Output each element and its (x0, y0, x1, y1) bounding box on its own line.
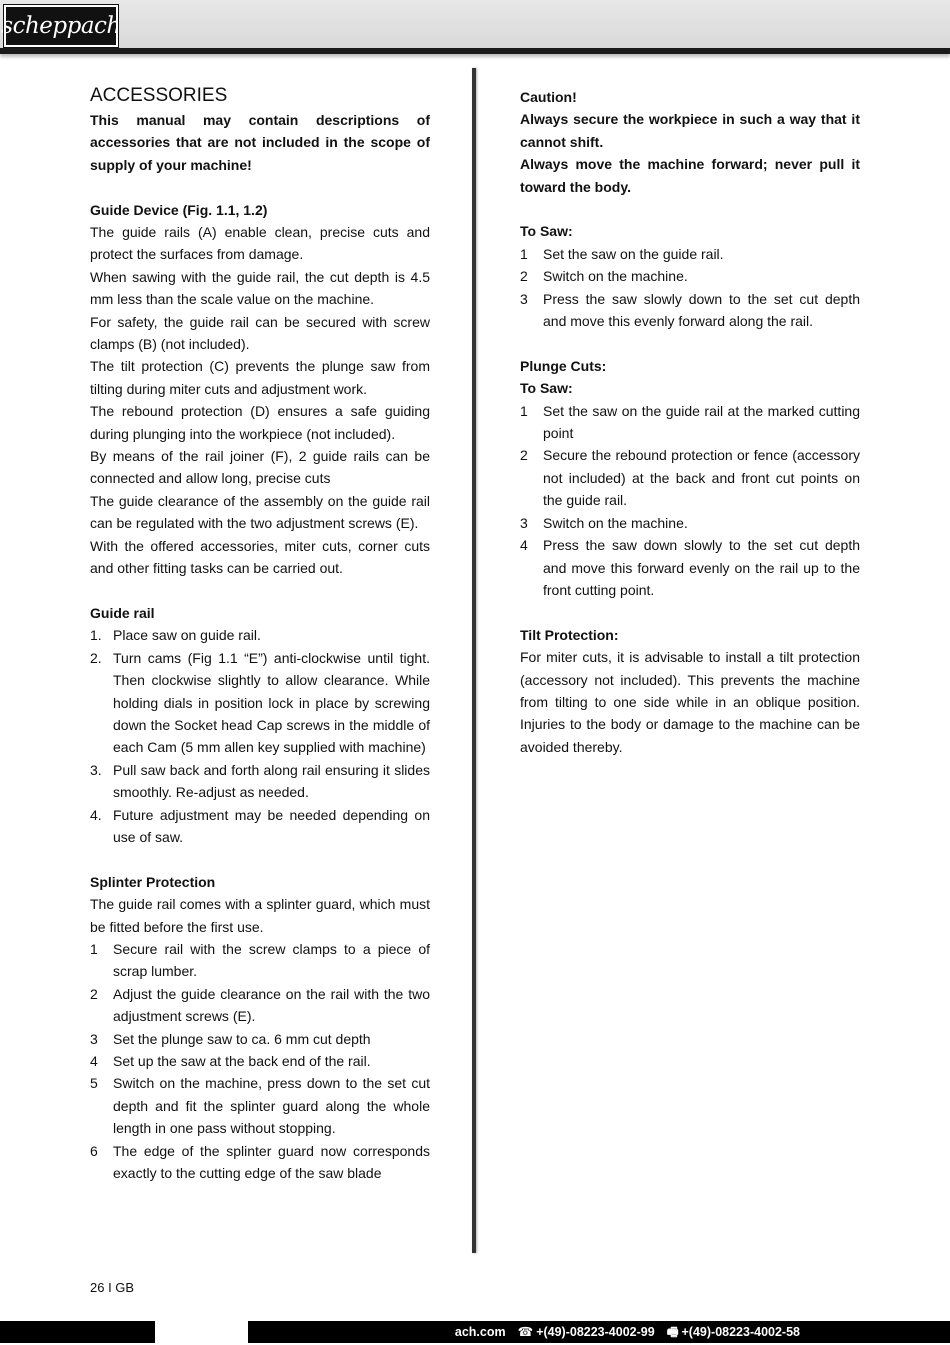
footer-fax (667, 1321, 800, 1343)
list-item (90, 1028, 430, 1050)
list-item (520, 243, 860, 265)
splinter-protection-heading: Splinter Protection (90, 873, 216, 890)
list-item-text: Press the saw slowly down to the set cut depth and move this evenly forward along the rail. (543, 290, 860, 330)
list-item (90, 759, 430, 804)
guide-device-paragraph: The guide rails (A) enable clean, precise cuts and protect the surfaces from damage. (90, 224, 430, 263)
list-item (520, 512, 860, 534)
tilt-protection-text: For miter cuts, it is advisable to install a tilt protection (accessory not included). This prevents the machine from tilting to one side while in an oblique position. Injuries to the body or damage to the machine can be avoided thereby. (520, 649, 860, 755)
list-item-number: 1 (520, 245, 528, 262)
list-item (90, 804, 430, 849)
list-item-text: Future adjustment may be needed depending on use of saw. (113, 806, 430, 845)
guide-device-paragraph: The tilt protection (C) prevents the plunge saw from tilting during miter cuts and adjustment work. (90, 358, 430, 397)
list-item-text: Place saw on guide rail. (113, 627, 261, 644)
page-title: ACCESSORIES (90, 85, 228, 106)
list-item-text: The edge of the splinter guard now corresponds exactly to the cutting edge of the saw blade (113, 1142, 430, 1182)
plunge-to-saw-subheading: To Saw: (520, 380, 573, 397)
list-item-text: Pull saw back and forth along rail ensuring it slides smoothly. Re-adjust as needed. (113, 761, 430, 801)
footer-fax-number: +(49)-08223-4002-58 (681, 1325, 800, 1339)
list-item (520, 534, 860, 601)
guide-device-heading: Guide Device (Fig. 1.1, 1.2) (90, 201, 268, 218)
list-item-number: 2 (90, 985, 98, 1002)
footer-phone-number: +(49)-08223-4002-99 (536, 1325, 655, 1339)
list-item (90, 938, 430, 983)
splinter-intro: The guide rail comes with a splinter guard, which must be fitted before the first use. (90, 896, 430, 935)
list-item-text: Switch on the machine. (543, 268, 688, 285)
list-item-text: Secure rail with the screw clamps to a piece of scrap lumber. (113, 940, 430, 980)
list-item-text: Secure the rebound protection or fence (accessory not included) at the back and front cut points on the guide rail. (543, 447, 860, 509)
list-item-number: 1 (520, 402, 528, 419)
phone-icon: ☎ (517, 1325, 534, 1339)
guide-device-paragraph: When sawing with the guide rail, the cut depth is 4.5 mm less than the scale value on the machine. (90, 268, 430, 308)
list-item-text: Set the saw on the guide rail. (543, 245, 724, 262)
caution-text: Always move the machine forward; never pull it toward the body. (520, 156, 860, 195)
footer-contact (250, 1321, 800, 1343)
list-item (90, 647, 430, 759)
footer-phone (518, 1321, 655, 1343)
list-item-number: 2. (90, 649, 102, 666)
list-item-text: Set the plunge saw to ca. 6 mm cut depth (113, 1030, 371, 1047)
intro-notice: This manual may contain descriptions of accessories that are not included in the scope of supply of your machine! (90, 112, 430, 173)
list-item (90, 983, 430, 1028)
list-item-text: Switch on the machine. (543, 514, 688, 531)
left-column (90, 83, 430, 1184)
list-item-number: 5 (90, 1075, 98, 1092)
list-item-number: 1. (90, 627, 102, 644)
list-item (520, 288, 860, 333)
plunge-cuts-heading: Plunge Cuts: (520, 357, 607, 374)
list-item (90, 1140, 430, 1185)
list-item-number: 4 (90, 1053, 98, 1070)
list-item-number: 3 (520, 290, 528, 307)
guide-device-paragraph: By means of the rail joiner (F), 2 guide rails can be connected and allow long, precise cuts (90, 448, 430, 487)
column-divider (472, 68, 476, 1253)
list-item-text: Press the saw down slowly to the set cut depth and move this forward evenly on the rail up to the front cutting point. (543, 537, 860, 598)
right-column (520, 86, 860, 758)
guide-device-paragraph: For safety, the guide rail can be secured with screw clamps (B) (not included). (90, 313, 430, 353)
list-item-number: 2 (520, 447, 528, 464)
list-item (520, 265, 860, 287)
to-saw-heading: To Saw: (520, 223, 573, 240)
list-item-number: 1 (90, 940, 98, 957)
list-item-number: 6 (90, 1142, 98, 1159)
list-item-text: Turn cams (Fig 1.1 “E”) anti-clockwise until tight. Then clockwise slightly to allow clearance. While holding dials in position lock in place by screwing down the Socket head Cap screws in the middle of each Cam (5 mm allen key supplied with machine) (113, 649, 430, 756)
list-item-text: Switch on the machine, press down to the set cut depth and fit the splinter guard along the whole length in one pass without stopping. (113, 1075, 430, 1137)
page-number: 26 I GB (90, 1280, 135, 1295)
list-item (90, 1050, 430, 1072)
list-item (520, 400, 860, 445)
list-item-number: 3 (90, 1030, 98, 1047)
list-item (90, 624, 430, 646)
list-item-number: 4 (520, 537, 528, 554)
guide-device-paragraph: The guide clearance of the assembly on the guide rail can be regulated with the two adjustment screws (E). (90, 492, 430, 532)
caution-text: Always secure the workpiece in such a way that it cannot shift. (520, 111, 860, 150)
list-item-text: Set the saw on the guide rail at the marked cutting point (543, 402, 860, 442)
caution-heading: Caution! (520, 89, 577, 105)
guide-device-paragraph: The rebound protection (D) ensures a safe guiding during plunging into the workpiece (not included). (90, 403, 430, 442)
list-item-number: 2 (520, 268, 528, 285)
guide-rail-heading: Guide rail (90, 604, 155, 621)
list-item-number: 3 (520, 514, 528, 531)
footer-gap (155, 1321, 248, 1343)
list-item-text: Set up the saw at the back end of the rail. (113, 1053, 371, 1070)
tilt-protection-heading: Tilt Protection: (520, 626, 619, 643)
list-item-text: Adjust the guide clearance on the rail with the two adjustment screws (E). (113, 985, 430, 1025)
list-item (90, 1072, 430, 1139)
fax-icon: 🖷 (666, 1325, 679, 1339)
header-bar (0, 0, 950, 54)
list-item-number: 4. (90, 806, 102, 823)
scheppach-logo: scheppach (4, 5, 118, 47)
list-item-number: 3. (90, 761, 102, 778)
list-item (520, 444, 860, 511)
footer-website: ach.com (454, 1325, 506, 1339)
guide-device-paragraph: With the offered accessories, miter cuts, corner cuts and other fitting tasks can be carried out. (90, 537, 430, 577)
